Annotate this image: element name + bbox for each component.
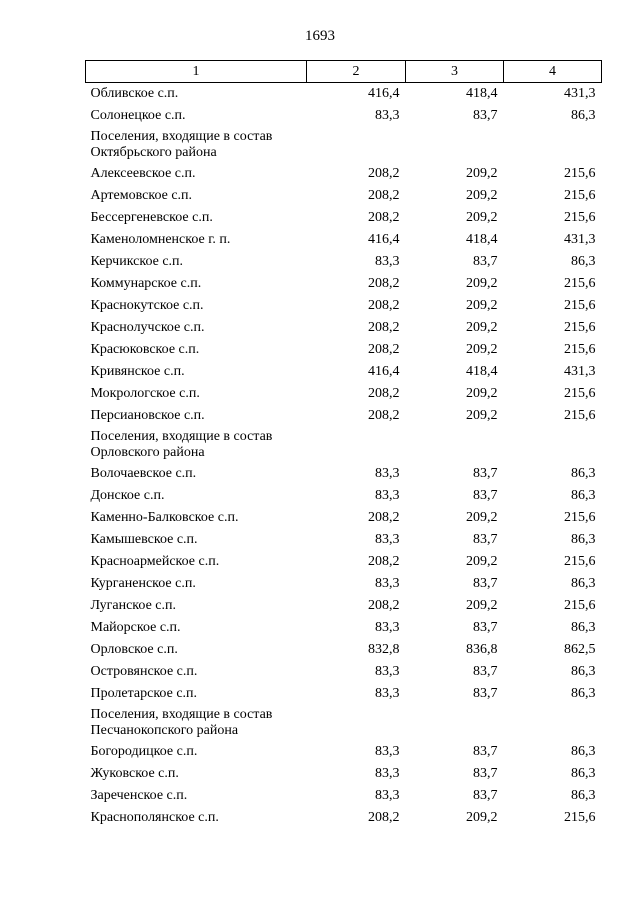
value-cell-col3: 83,7 [473, 788, 498, 803]
table-row [86, 229, 602, 251]
value-cell-col3: 209,2 [466, 510, 498, 525]
value-cell-col3: 209,2 [466, 408, 498, 423]
value-cell-col3: 209,2 [466, 188, 498, 203]
value-cell-col3: 836,8 [466, 642, 498, 657]
settlement-name-cell: Богородицкое с.п. [90, 744, 198, 759]
value-cell-col4: 431,3 [564, 86, 596, 101]
value-cell-col4: 215,6 [564, 166, 596, 181]
value-cell-col2: 83,3 [375, 686, 400, 701]
value-cell-col3: 83,7 [473, 254, 498, 269]
table-row [86, 207, 602, 229]
value-cell-col4: 215,6 [564, 598, 596, 613]
settlement-name-cell: Артемовское с.п. [90, 188, 193, 203]
value-cell-col3: 209,2 [466, 810, 498, 825]
section-header-row [86, 427, 602, 463]
value-cell-col2: 416,4 [368, 86, 400, 101]
value-cell-col2: 208,2 [368, 510, 400, 525]
table-row [86, 741, 602, 763]
column-header-4: 4 [504, 61, 602, 83]
settlement-name-cell: Каменно-Балковское с.п. [90, 510, 239, 525]
value-cell-col4: 215,6 [564, 320, 596, 335]
table-row [86, 763, 602, 785]
settlement-name-cell: Краснокутское с.п. [90, 298, 204, 313]
empty-cell [406, 127, 504, 163]
settlement-name-cell: Камышевское с.п. [90, 532, 198, 547]
settlement-name-cell: Краснополянское с.п. [90, 810, 219, 825]
settlement-name-cell: Краснолучское с.п. [90, 320, 205, 335]
column-header-2: 2 [307, 61, 406, 83]
value-cell-col4: 86,3 [571, 576, 596, 591]
section-header-label: Поселения, входящие в состав Песчанокопского района [90, 707, 273, 738]
settlement-name-cell: Зареченское с.п. [90, 788, 188, 803]
value-cell-col3: 83,7 [473, 532, 498, 547]
empty-cell [307, 127, 406, 163]
value-cell-col3: 209,2 [466, 298, 498, 313]
value-cell-col3: 418,4 [466, 86, 498, 101]
value-cell-col3: 83,7 [473, 620, 498, 635]
settlement-name-cell: Луганское с.п. [90, 598, 176, 613]
settlement-name-cell: Жуковское с.п. [90, 766, 179, 781]
empty-cell [307, 427, 406, 463]
empty-cell [504, 705, 602, 741]
value-cell-col3: 83,7 [473, 744, 498, 759]
settlement-name-cell: Солонецкое с.п. [90, 108, 186, 123]
page-number: 1693 [305, 28, 335, 44]
value-cell-col2: 208,2 [368, 188, 400, 203]
value-cell-col3: 418,4 [466, 232, 498, 247]
settlement-name-cell: Донское с.п. [90, 488, 165, 503]
value-cell-col4: 86,3 [571, 788, 596, 803]
value-cell-col2: 83,3 [375, 488, 400, 503]
table-row [86, 361, 602, 383]
table-row [86, 639, 602, 661]
table-row [86, 383, 602, 405]
value-cell-col2: 208,2 [368, 342, 400, 357]
table-row [86, 105, 602, 127]
section-header-row [86, 127, 602, 163]
table-row [86, 683, 602, 705]
table-row [86, 617, 602, 639]
value-cell-col3: 83,7 [473, 576, 498, 591]
table-row [86, 163, 602, 185]
empty-cell [406, 705, 504, 741]
value-cell-col4: 215,6 [564, 276, 596, 291]
value-cell-col4: 215,6 [564, 554, 596, 569]
value-cell-col3: 83,7 [473, 466, 498, 481]
value-cell-col2: 208,2 [368, 408, 400, 423]
value-cell-col2: 208,2 [368, 210, 400, 225]
column-header-3: 3 [406, 61, 504, 83]
value-cell-col2: 416,4 [368, 232, 400, 247]
settlement-name-cell: Алексеевское с.п. [90, 166, 196, 181]
table-row [86, 185, 602, 207]
table-row [86, 573, 602, 595]
table-body [86, 83, 602, 830]
table-row [86, 807, 602, 829]
value-cell-col3: 83,7 [473, 664, 498, 679]
empty-cell [504, 127, 602, 163]
table-row [86, 317, 602, 339]
value-cell-col2: 208,2 [368, 166, 400, 181]
value-cell-col2: 208,2 [368, 386, 400, 401]
value-cell-col3: 209,2 [466, 554, 498, 569]
value-cell-col2: 83,3 [375, 766, 400, 781]
section-header-label: Поселения, входящие в состав Октябрьского района [90, 129, 273, 160]
table-row [86, 507, 602, 529]
settlement-name-cell: Персиановское с.п. [90, 408, 205, 423]
table-row [86, 551, 602, 573]
value-cell-col4: 431,3 [564, 232, 596, 247]
value-cell-col2: 208,2 [368, 276, 400, 291]
value-cell-col4: 86,3 [571, 744, 596, 759]
value-cell-col3: 83,7 [473, 686, 498, 701]
value-cell-col2: 83,3 [375, 620, 400, 635]
settlement-name-cell: Островянское с.п. [90, 664, 198, 679]
value-cell-col4: 86,3 [571, 766, 596, 781]
table-row [86, 295, 602, 317]
value-cell-col2: 83,3 [375, 254, 400, 269]
value-cell-col2: 416,4 [368, 364, 400, 379]
value-cell-col3: 418,4 [466, 364, 498, 379]
value-cell-col2: 83,3 [375, 788, 400, 803]
value-cell-col3: 209,2 [466, 320, 498, 335]
value-cell-col4: 215,6 [564, 342, 596, 357]
settlements-table [85, 60, 602, 829]
settlement-name-cell: Керчикское с.п. [90, 254, 184, 269]
value-cell-col3: 209,2 [466, 598, 498, 613]
value-cell-col2: 83,3 [375, 532, 400, 547]
value-cell-col2: 83,3 [375, 664, 400, 679]
value-cell-col4: 86,3 [571, 108, 596, 123]
settlement-name-cell: Орловское с.п. [90, 642, 178, 657]
empty-cell [504, 427, 602, 463]
value-cell-col4: 86,3 [571, 532, 596, 547]
table-row [86, 785, 602, 807]
settlement-name-cell: Коммунарское с.п. [90, 276, 202, 291]
table-row [86, 485, 602, 507]
section-header-label: Поселения, входящие в состав Орловского района [90, 429, 273, 460]
value-cell-col4: 86,3 [571, 254, 596, 269]
value-cell-col4: 215,6 [564, 408, 596, 423]
settlement-name-cell: Курганенское с.п. [90, 576, 196, 591]
table-row [86, 273, 602, 295]
value-cell-col3: 209,2 [466, 276, 498, 291]
settlement-name-cell: Каменоломненское г. п. [90, 232, 231, 247]
value-cell-col2: 208,2 [368, 598, 400, 613]
value-cell-col4: 86,3 [571, 620, 596, 635]
empty-cell [406, 427, 504, 463]
value-cell-col2: 208,2 [368, 298, 400, 313]
value-cell-col3: 209,2 [466, 342, 498, 357]
settlement-name-cell: Пролетарское с.п. [90, 686, 198, 701]
settlement-name-cell: Бессергеневское с.п. [90, 210, 213, 225]
settlement-name-cell: Красюковское с.п. [90, 342, 200, 357]
table-row [86, 595, 602, 617]
table-row [86, 661, 602, 683]
section-header-row [86, 705, 602, 741]
value-cell-col4: 86,3 [571, 488, 596, 503]
value-cell-col4: 215,6 [564, 210, 596, 225]
settlement-name-cell: Кривянское с.п. [90, 364, 185, 379]
value-cell-col2: 83,3 [375, 466, 400, 481]
value-cell-col3: 209,2 [466, 210, 498, 225]
empty-cell [307, 705, 406, 741]
value-cell-col3: 209,2 [466, 166, 498, 181]
table-row [86, 339, 602, 361]
table-row [86, 83, 602, 106]
value-cell-col2: 832,8 [368, 642, 400, 657]
column-header-1: 1 [86, 61, 307, 83]
value-cell-col3: 83,7 [473, 766, 498, 781]
table-row [86, 529, 602, 551]
value-cell-col3: 83,7 [473, 488, 498, 503]
value-cell-col4: 862,5 [564, 642, 596, 657]
value-cell-col4: 215,6 [564, 188, 596, 203]
table-row [86, 251, 602, 273]
table-header-row [86, 61, 602, 83]
value-cell-col4: 86,3 [571, 466, 596, 481]
value-cell-col2: 83,3 [375, 108, 400, 123]
value-cell-col3: 83,7 [473, 108, 498, 123]
value-cell-col4: 215,6 [564, 298, 596, 313]
value-cell-col4: 215,6 [564, 510, 596, 525]
table-row [86, 463, 602, 485]
table-row [86, 405, 602, 427]
value-cell-col4: 86,3 [571, 686, 596, 701]
value-cell-col3: 209,2 [466, 386, 498, 401]
value-cell-col2: 208,2 [368, 320, 400, 335]
value-cell-col2: 208,2 [368, 554, 400, 569]
value-cell-col2: 83,3 [375, 744, 400, 759]
settlement-name-cell: Красноармейское с.п. [90, 554, 220, 569]
settlement-name-cell: Мокрологское с.п. [90, 386, 200, 401]
value-cell-col4: 215,6 [564, 386, 596, 401]
value-cell-col4: 431,3 [564, 364, 596, 379]
value-cell-col4: 86,3 [571, 664, 596, 679]
value-cell-col2: 208,2 [368, 810, 400, 825]
value-cell-col4: 215,6 [564, 810, 596, 825]
settlement-name-cell: Обливское с.п. [90, 86, 179, 101]
value-cell-col2: 83,3 [375, 576, 400, 591]
settlement-name-cell: Волочаевское с.п. [90, 466, 197, 481]
settlement-name-cell: Майорское с.п. [90, 620, 181, 635]
